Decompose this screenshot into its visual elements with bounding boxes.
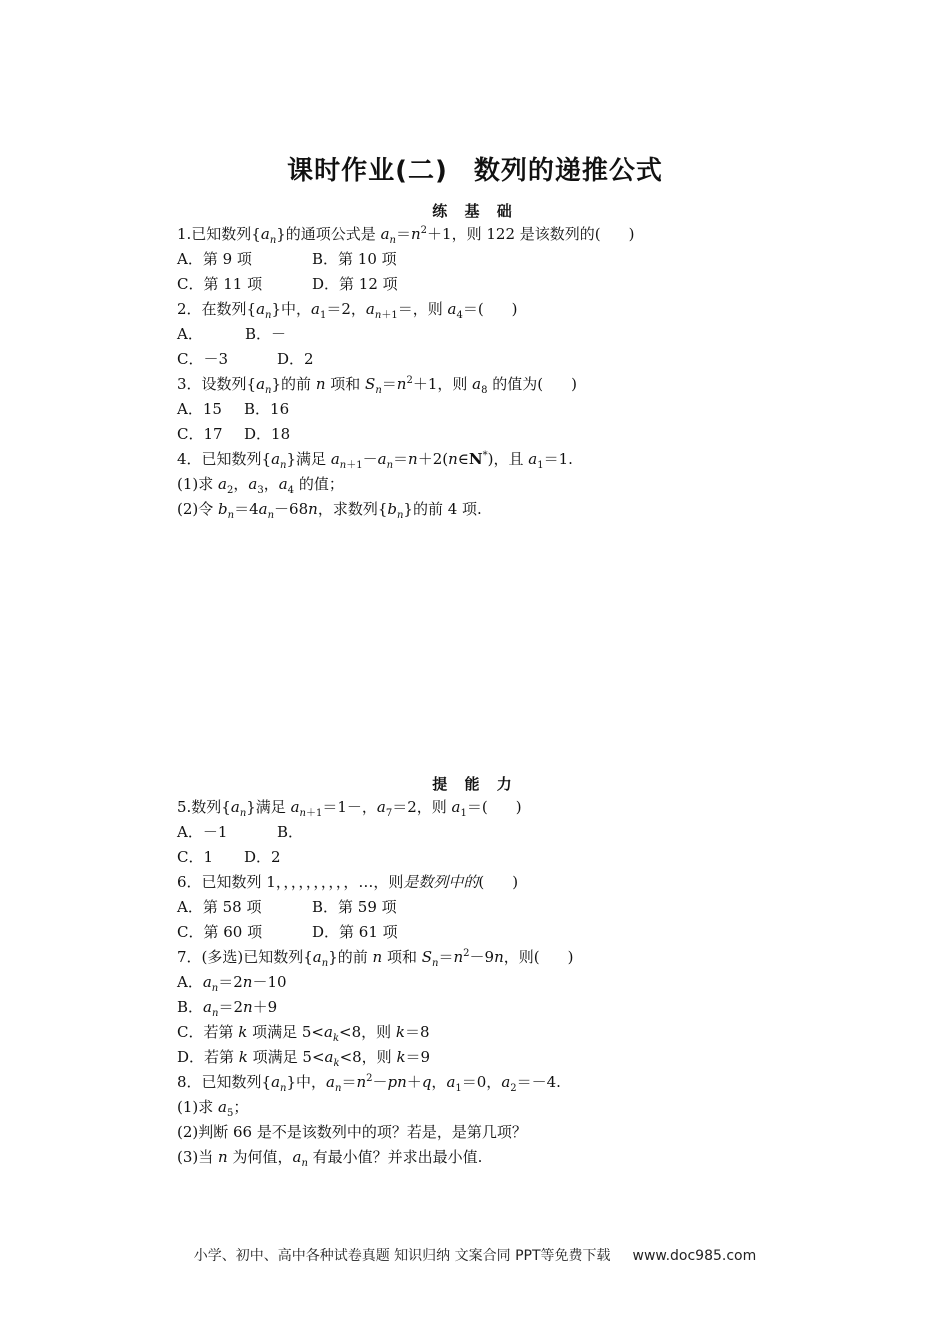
q3-option-d[interactable]: D．18 [244,425,291,443]
q1-options-ab [177,247,797,272]
q7-option-a[interactable]: A．$a_n=2n-10$ [177,973,287,994]
q6-option-a[interactable]: A．第 58 项 [177,898,262,916]
q2-options-cd [177,347,797,372]
q8-part1: (1)求 $a_5$； [177,1098,249,1119]
q3-stem: 3．设数列$\{a_n\}$的前 n 项和 $S_n=n^2+1$，则 $a_8$ 的值为( ) [177,375,577,396]
q5-option-d[interactable]: D．2 [244,848,281,866]
q6-stem: 6．已知数列 1，，，，，，，，，，…，则是数列中的( ) [177,873,519,891]
q8-part3: (3)当 n 为何值，$a_n$ 有最小值？并求出最小值. [177,1148,483,1169]
q5-option-b[interactable]: B． [277,823,304,841]
q6-option-c[interactable]: C．第 60 项 [177,923,263,941]
footer-text: 小学、初中、高中各种试卷真题 知识归纳 文案合同 PPT等免费下载 [193,1248,611,1264]
q1-option-a[interactable]: A．第 9 项 [177,250,252,268]
section-advanced-heading: 提 能 力 [432,775,518,793]
q7-stem: 7．(多选)已知数列$\{a_n\}$的前 n 项和 $S_n=n^2-9n$，则( ) [177,948,574,969]
question-block-basic [177,222,797,522]
title-main: 课时作业(二) [287,156,448,186]
q5-option-a[interactable]: A．－1 [177,823,228,841]
q1-options-cd [177,272,797,297]
q6-option-d[interactable]: D．第 61 项 [312,923,398,941]
q2-option-c[interactable]: C．－3 [177,350,229,368]
q7-option-b[interactable]: B．$a_n=2n+9$ [177,998,278,1019]
q8-stem: 8．已知数列$\{a_n\}$中，$a_n=n^2-pn+q$，$a_1=0$，$a_2=-4$. [177,1073,561,1094]
q4-part1: (1)求 $a_2$，$a_3$，$a_4$ 的值； [177,475,344,496]
q8-part2: (2)判断 66 是不是该数列中的项？若是，是第几项？ [177,1123,527,1141]
q3-option-c[interactable]: C．17 [177,425,223,443]
q6-option-b[interactable]: B．第 59 项 [312,898,397,916]
q4-part2: (2)令 $b_n=4a_n-68n$，求数列$\{b_n\}$的前 4 项. [177,500,482,521]
q3-option-b[interactable]: B．16 [244,400,290,418]
q3-options-ab [177,397,797,422]
q1-option-c[interactable]: C．第 11 项 [177,275,263,293]
q6-options-ab [177,895,797,920]
footer-site-link[interactable]: www.doc985.com [632,1248,757,1264]
q1-stem: 1.已知数列$\{a_n\}$的通项公式是 $a_n=n^2+1$，则 122 是该数列的( ) [177,225,635,246]
q1-option-b[interactable]: B．第 10 项 [312,250,397,268]
title-sub: 数列的递推公式 [473,156,663,186]
q7-option-c[interactable]: C．若第 k 项满足 $5<a_k<8$，则 k＝8 [177,1023,430,1044]
q2-stem: 2．在数列$\{a_n\}$中，$a_1=2$，$a_{n+1}=$，则 $a_4=$( ) [177,300,518,321]
q4-stem: 4．已知数列$\{a_n\}$满足 $a_{n+1}-a_n=n+2(n\in N^*)$，且 $a_1=1$. [177,450,573,471]
q2-option-a[interactable]: A． [177,325,203,343]
q2-option-d[interactable]: D．2 [277,350,314,368]
q5-options-ab [177,820,797,845]
q3-option-a[interactable]: A．15 [177,400,222,418]
page-title [0,150,950,187]
q2-options-ab [177,322,797,347]
section-basic-heading: 练 基 础 [432,202,518,220]
q1-option-d[interactable]: D．第 12 项 [312,275,398,293]
page-footer [0,1245,950,1265]
q3-options-cd [177,422,797,447]
q5-stem: 5.数列$\{a_n\}$满足 $a_{n+1}=1-$，$a_7=2$，则 $a_1=$( ) [177,798,522,819]
q5-option-c[interactable]: C．1 [177,848,214,866]
q6-options-cd [177,920,797,945]
q5-options-cd [177,845,797,870]
question-block-advanced [177,795,797,1170]
q2-option-b[interactable]: B．－ [245,325,287,343]
q7-option-d[interactable]: D．若第 k 项满足 $5<a_k<8$，则 k＝9 [177,1048,431,1069]
